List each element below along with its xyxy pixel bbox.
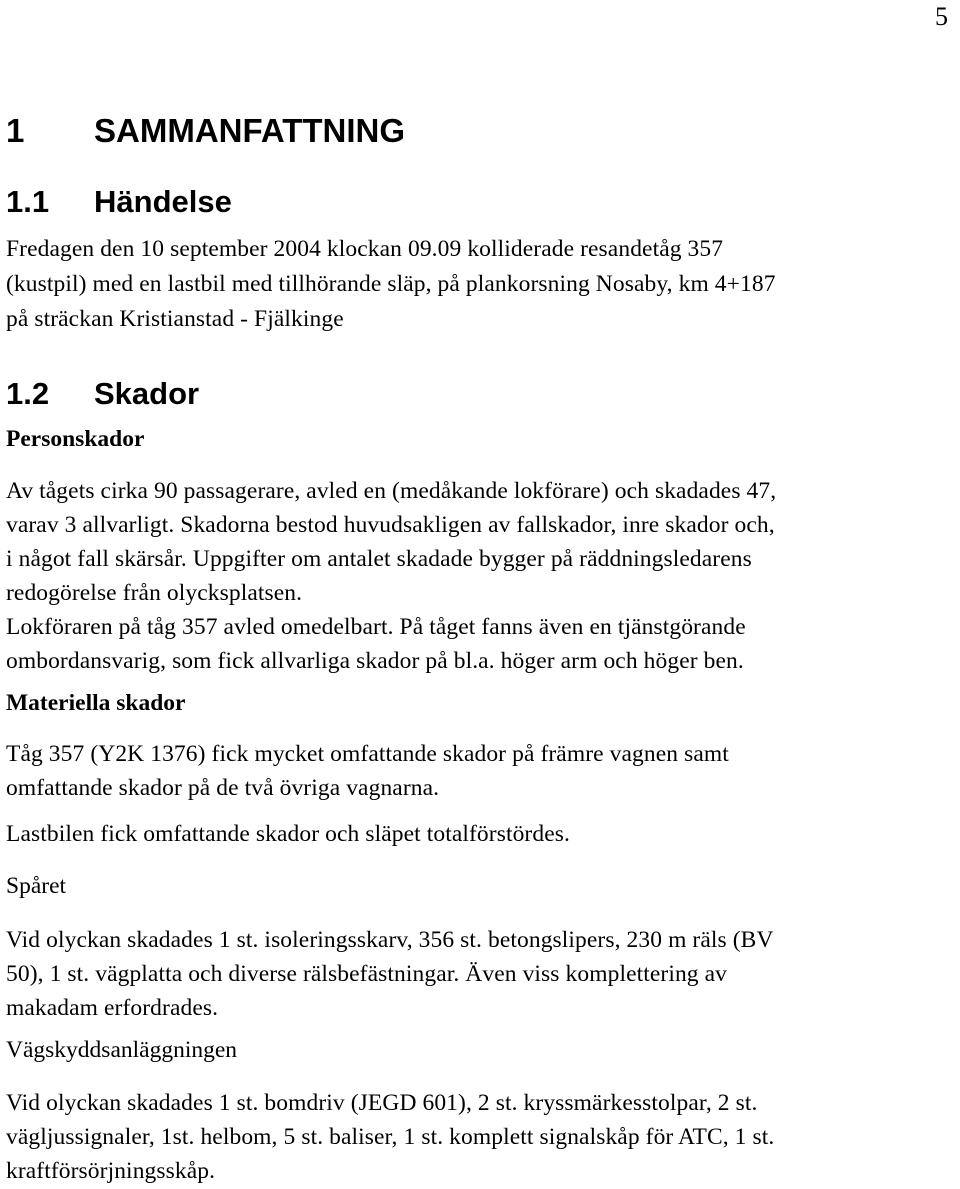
page-number: 5: [935, 2, 948, 31]
sparet-paragraph: [6, 923, 774, 1025]
section-number: 1.2: [6, 376, 50, 411]
materiella-skador-heading: Materiella skador: [6, 690, 186, 716]
text-line: varav 3 allvarligt. Skadorna bestod huvudsakligen av fallskador, inre skador och,: [6, 512, 775, 538]
text-line: (kustpil) med en lastbil med tillhörande släp, på plankorsning Nosaby, km 4+187: [6, 271, 776, 297]
vagskydd-paragraph: [6, 1086, 774, 1188]
section-number: 1.1: [6, 184, 50, 219]
text-line: 50), 1 st. vägplatta och diverse rälsbefästningar. Även viss komplettering av: [6, 961, 728, 987]
vagskydd-heading: Vägskyddsanläggningen: [6, 1037, 238, 1063]
personskador-paragraph: [6, 474, 776, 678]
text-line: Vid olyckan skadades 1 st. bomdriv (JEGD 601), 2 st. kryssmärkesstolpar, 2 st.: [6, 1090, 758, 1116]
materiella-paragraph-2: Lastbilen fick omfattande skador och släpet totalförstördes.: [6, 821, 570, 847]
section-title: Händelse: [94, 184, 232, 219]
sparet-heading: Spåret: [6, 873, 67, 899]
text-line: redogörelse från olycksplatsen.: [6, 580, 303, 606]
text-line: Lokföraren på tåg 357 avled omedelbart. På tåget fanns även en tjänstgörande: [6, 614, 746, 640]
section-title: Skador: [94, 376, 200, 411]
section-heading-skador: [6, 376, 199, 412]
text-line: i något fall skärsår. Uppgifter om antalet skadade bygger på räddningsledarens: [6, 546, 752, 572]
text-line: vägljussignaler, 1st. helbom, 5 st. baliser, 1 st. komplett signalskåp för ATC, 1 st.: [6, 1124, 775, 1150]
personskador-heading: Personskador: [6, 426, 145, 452]
chapter-title: SAMMANFATTNING: [94, 112, 406, 149]
text-line: ombordansvarig, som fick allvarliga skador på bl.a. höger arm och höger ben.: [6, 648, 744, 674]
text-line: Av tågets cirka 90 passagerare, avled en (medåkande lokförare) och skadades 47,: [6, 478, 777, 504]
handelse-paragraph: [6, 232, 776, 337]
text-line: Vid olyckan skadades 1 st. isoleringsskarv, 356 st. betongslipers, 230 m räls (BV: [6, 927, 774, 953]
chapter-number: 1: [6, 112, 25, 149]
text-line: på sträckan Kristianstad - Fjälkinge: [6, 306, 344, 332]
text-line: makadam erfordrades.: [6, 995, 219, 1021]
text-line: Tåg 357 (Y2K 1376) fick mycket omfattande skador på främre vagnen samt: [6, 741, 729, 767]
materiella-paragraph-1: [6, 737, 729, 805]
text-line: omfattande skador på de två övriga vagnarna.: [6, 775, 440, 801]
section-heading-handelse: [6, 184, 232, 220]
text-line: kraftförsörjningsskåp.: [6, 1158, 216, 1184]
text-line: Fredagen den 10 september 2004 klockan 09.09 kolliderade resandetåg 357: [6, 236, 724, 262]
chapter-heading: [6, 112, 405, 150]
